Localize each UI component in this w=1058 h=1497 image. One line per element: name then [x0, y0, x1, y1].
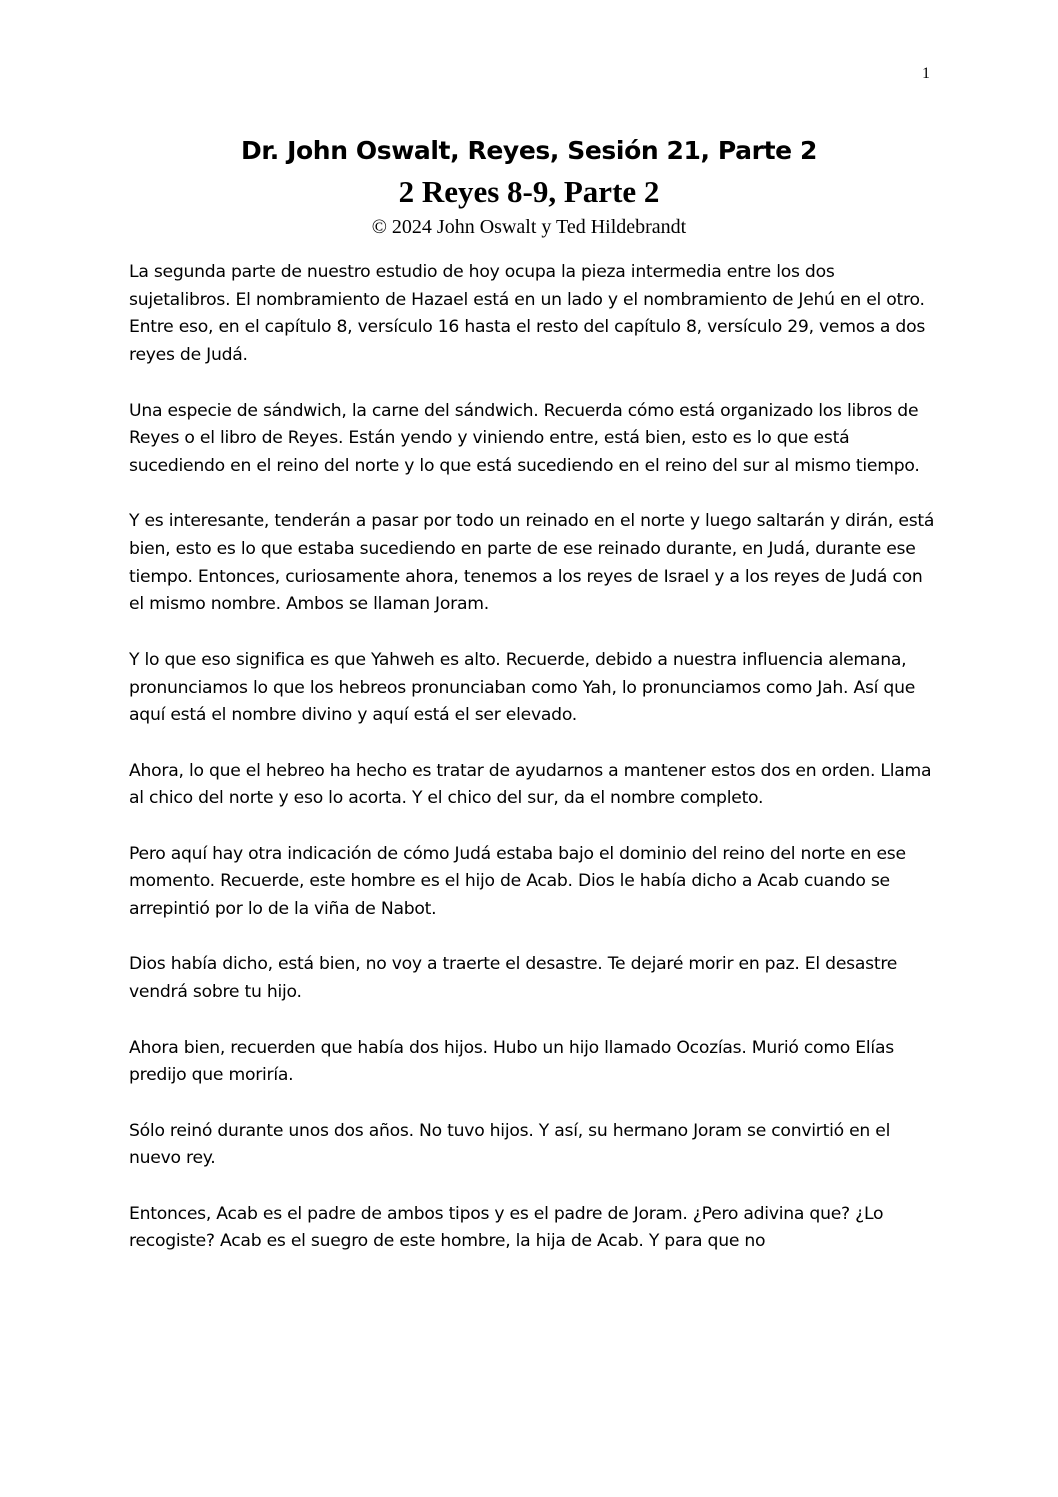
copyright-line: © 2024 John Oswalt y Ted Hildebrandt [371, 216, 687, 238]
paragraph: La segunda parte de nuestro estudio de hoy ocupa la pieza intermedia entre los dos sujetalibros. El nombramiento de Hazael está en un lado y el nombramiento de Jehú en el otro. Entre eso, en el capítulo 8, versículo 16 hasta el resto del capítulo 8, versículo 29, vemos a dos reyes de Judá. [129, 262, 926, 366]
paragraph: Una especie de sándwich, la carne del sándwich. Recuerda cómo está organizado los libros de Reyes o el libro de Reyes. Están yendo y viniendo entre, está bien, esto es lo que está sucediendo en el reino del norte y lo que está sucediendo en el reino del sur al mismo tiempo. [129, 400, 920, 476]
paragraph: Pero aquí hay otra indicación de cómo Judá estaba bajo el dominio del reino del norte en ese momento. Recuerde, este hombre es el hijo de Acab. Dios le había dicho a Acab cuando se arrepintió por lo de la viña de Nabot. [129, 843, 906, 920]
paragraph: Ahora, lo que el hebreo ha hecho es tratar de ayudarnos a mantener estos dos en orden. Llama al chico del norte y eso lo acorta. Y el chico del sur, da el nombre completo. [129, 760, 932, 809]
document-subtitle: 2 Reyes 8-9, Parte 2 [398, 174, 660, 209]
paragraph: Ahora bien, recuerden que había dos hijos. Hubo un hijo llamado Ocozías. Murió como Elías predijo que moriría. [129, 1037, 894, 1086]
document-title: Dr. John Oswalt, Reyes, Sesión 21, Parte 2 [241, 136, 817, 165]
paragraph: Entonces, Acab es el padre de ambos tipos y es el padre de Joram. ¿Pero adivina que? ¿Lo recogiste? Acab es el suegro de este hombre, la hija de Acab. Y para que no [129, 1203, 884, 1252]
document-body [129, 259, 939, 1284]
page-number: 1 [922, 65, 930, 82]
paragraph: Y lo que eso significa es que Yahweh es alto. Recuerde, debido a nuestra influencia alemana, pronunciamos lo que los hebreos pronunciaban como Yah, lo pronunciamos como Jah. Así que aquí está el nombre divino y aquí está el ser elevado. [129, 649, 916, 726]
paragraph: Dios había dicho, está bien, no voy a traerte el desastre. Te dejaré morir en paz. El desastre vendrá sobre tu hijo. [129, 954, 898, 1003]
paragraph: Sólo reinó durante unos dos años. No tuvo hijos. Y así, su hermano Joram se convirtió en el nuevo rey. [129, 1120, 891, 1169]
paragraph: Y es interesante, tenderán a pasar por todo un reinado en el norte y luego saltarán y dirán, está bien, esto es lo que estaba sucediendo en parte de ese reinado durante, en Judá, durante ese tiempo. Entonces, curiosamente ahora, tenemos a los reyes de Israel y a los reyes de Judá con el mismo nombre. Ambos se llaman Joram. [129, 511, 935, 615]
